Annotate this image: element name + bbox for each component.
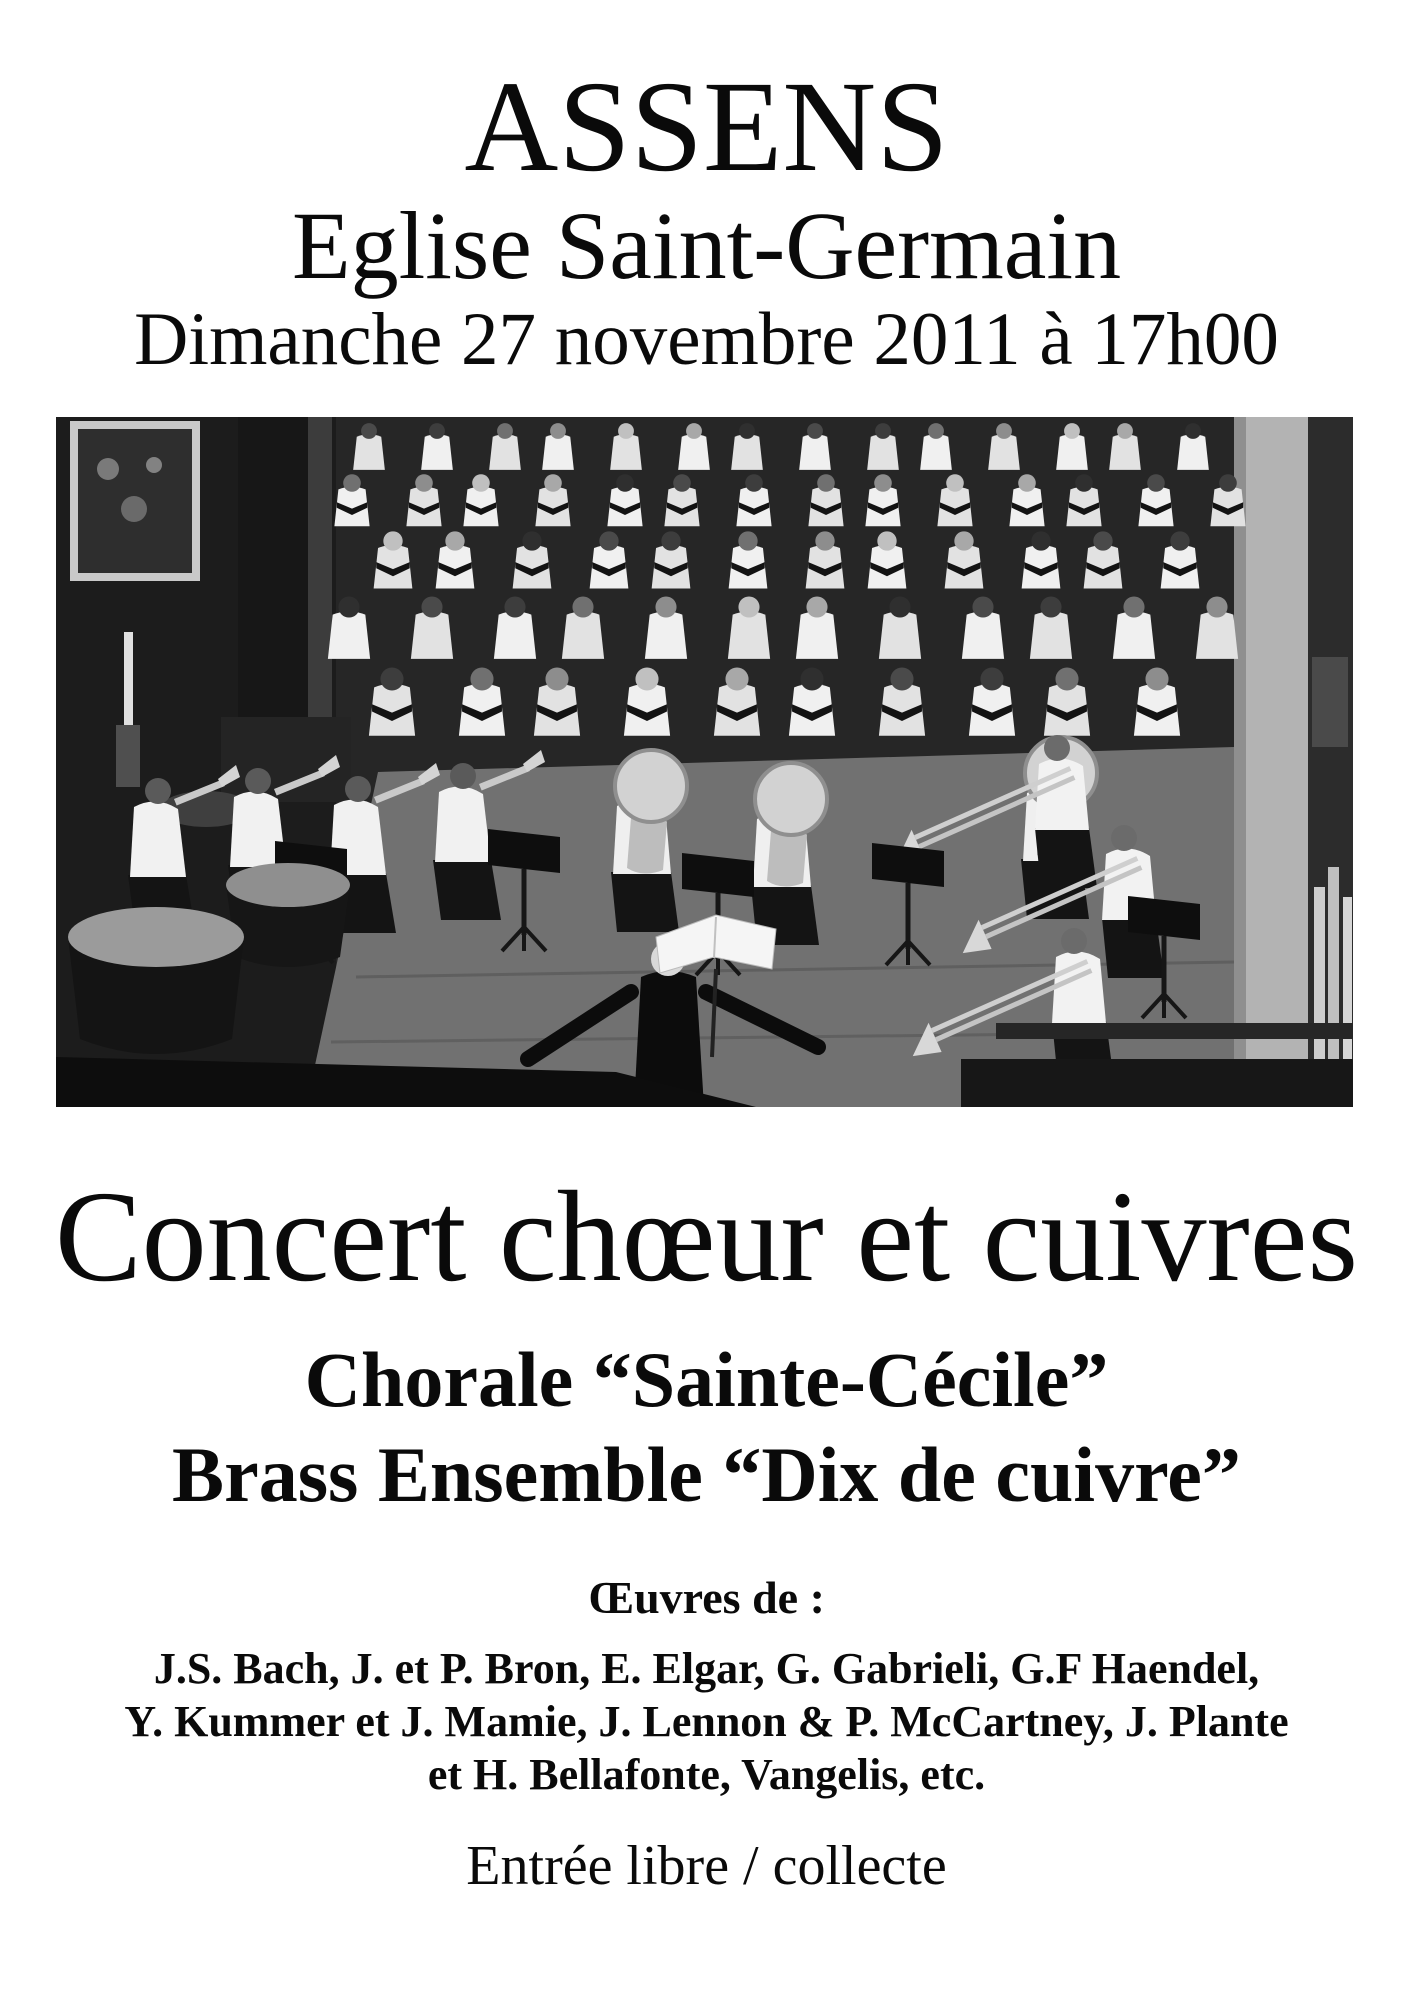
- works-label: Œuvres de :: [588, 1572, 825, 1623]
- poster-title: ASSENS: [464, 55, 949, 199]
- works-line-3: et H. Bellafonte, Vangelis, etc.: [427, 1750, 986, 1799]
- works-line-1: J.S. Bach, J. et P. Bron, E. Elgar, G. Gabrieli, G.F Haendel,: [153, 1644, 1260, 1693]
- admission-note: Entrée libre / collecte: [466, 1835, 947, 1897]
- performer-brass-ensemble: Brass Ensemble “Dix de cuivre”: [172, 1431, 1241, 1518]
- performer-chorale: Chorale “Sainte-Cécile”: [304, 1336, 1109, 1423]
- venue-name: Eglise Saint-Germain: [291, 192, 1122, 299]
- concert-photo: [56, 417, 1353, 1107]
- event-datetime: Dimanche 27 novembre 2011 à 17h00: [134, 298, 1279, 381]
- works-line-2: Y. Kummer et J. Mamie, J. Lennon & P. McCartney, J. Plante: [124, 1697, 1289, 1746]
- works-list: [0, 1642, 1413, 1801]
- event-title: Concert chœur et cuivres: [54, 1165, 1359, 1309]
